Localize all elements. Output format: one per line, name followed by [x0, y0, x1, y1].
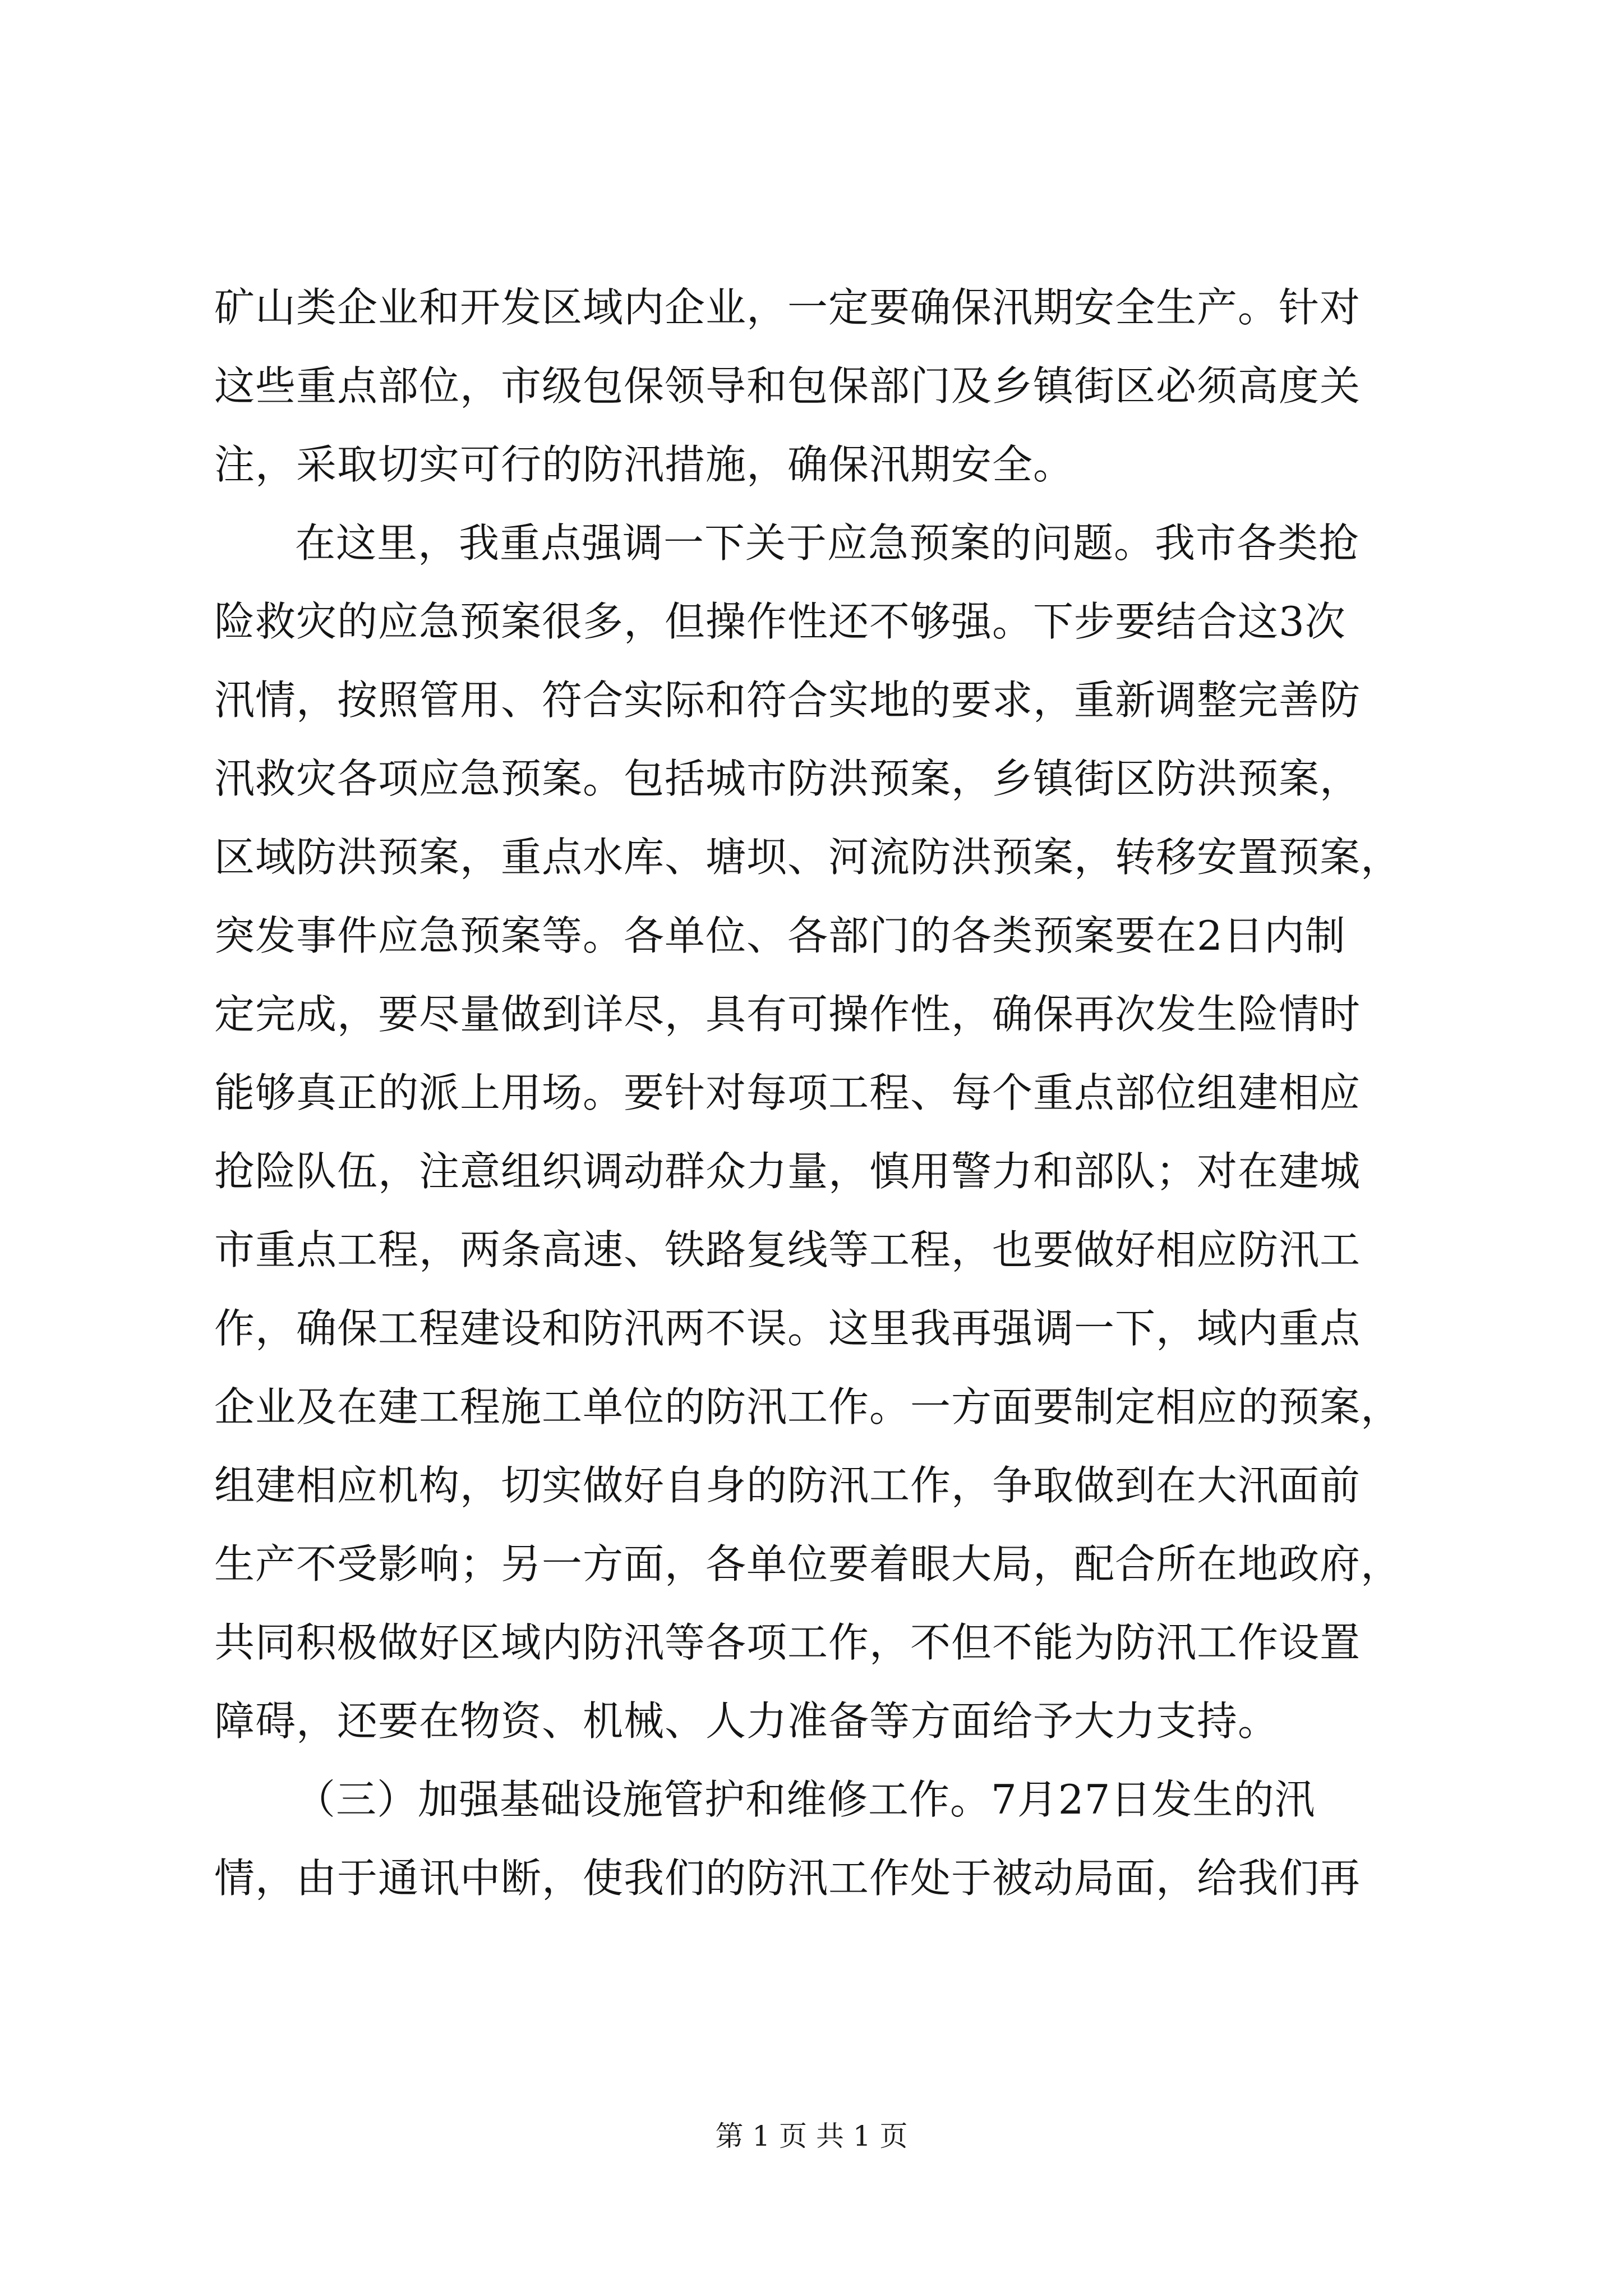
text-line: 抢险队伍，注意组织调动群众力量，慎用警力和部队；对在建城 — [214, 1148, 1361, 1195]
text-line: 险救灾的应急预案很多，但操作性还不够强。下步要结合这3次 — [214, 598, 1346, 645]
document-body — [214, 268, 1437, 1917]
text-line: 共同积极做好区域内防汛等各项工作，不但不能为防汛工作设置 — [214, 1619, 1361, 1666]
text-line: 企业及在建工程施工单位的防汛工作。一方面要制定相应的预案， — [214, 1383, 1402, 1430]
text-line: 定完成，要尽量做到详尽，具有可操作性，确保再次发生险情时 — [214, 991, 1361, 1038]
text-line: 作，确保工程建设和防汛两不误。这里我再强调一下，域内重点 — [214, 1305, 1361, 1352]
text-line: 市重点工程，两条高速、铁路复线等工程，也要做好相应防汛工 — [214, 1226, 1361, 1273]
text-line: 障碍，还要在物资、机械、人力准备等方面给予大力支持。 — [214, 1697, 1279, 1745]
text-line: 能够真正的派上用场。要针对每项工程、每个重点部位组建相应 — [214, 1069, 1361, 1116]
section-heading-line: （三）加强基础设施管护和维修工作。7月27日发生的汛 — [295, 1776, 1316, 1823]
text-line: 注，采取切实可行的防汛措施，确保汛期安全。 — [214, 441, 1075, 488]
text-line: 突发事件应急预案等。各单位、各部门的各类预案要在2日内制 — [214, 912, 1346, 959]
text-line: 汛情，按照管用、符合实际和符合实地的要求，重新调整完善防 — [214, 677, 1361, 724]
paragraph-start-line: 在这里，我重点强调一下关于应急预案的问题。我市各类抢 — [295, 519, 1360, 567]
text-line: 生产不受影响；另一方面，各单位要着眼大局，配合所在地政府， — [214, 1540, 1402, 1588]
text-line: 汛救灾各项应急预案。包括城市防洪预案，乡镇街区防洪预案， — [214, 755, 1361, 802]
text-line: 情，由于通讯中断，使我们的防汛工作处于被动局面，给我们再 — [214, 1855, 1361, 1902]
text-line: 组建相应机构，切实做好自身的防汛工作，争取做到在大汛面前 — [214, 1462, 1361, 1509]
text-line: 矿山类企业和开发区域内企业，一定要确保汛期安全生产。针对 — [214, 284, 1361, 331]
page-number-footer: 第 1 页 共 1 页 — [715, 2120, 908, 2152]
text-line: 区域防洪预案，重点水库、塘坝、河流防洪预案，转移安置预案， — [214, 834, 1402, 881]
text-line: 这些重点部位，市级包保领导和包保部门及乡镇街区必须高度关 — [214, 362, 1361, 409]
